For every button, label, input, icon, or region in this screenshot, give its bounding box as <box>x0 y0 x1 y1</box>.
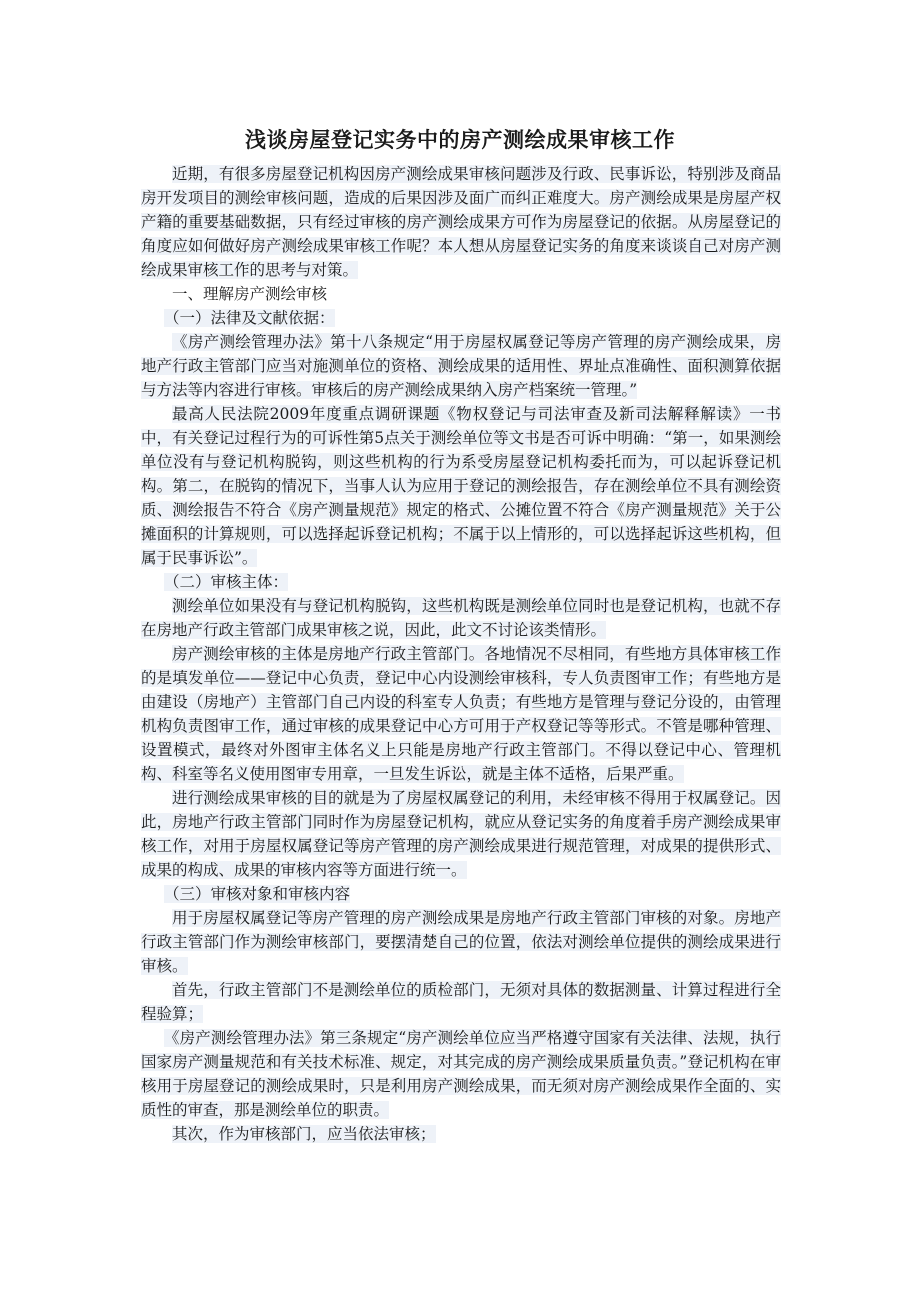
paragraph-text: 《房产测绘管理办法》第三条规定“房产测绘单位应当严格遵守国家有关法律、法规，执行国家房产测量规范和有关技术标准、规定，对其完成的房产测绘成果质量负责。”登记机构在审核用于房屋登记的测绘成果时，只是利用房产测绘成果，而无须对房产测绘成果作全面的、实质性的审查，那是测绘单位的职责。 <box>141 1029 781 1119</box>
paragraph-text: 最高人民法院2009年度重点调研课题《物权登记与司法审查及新司法解释解读》一书中，有关登记过程行为的可诉性第5点关于测绘单位等文书是否可诉中明确：“第一，如果测绘单位没有与登记机构脱钩，则这些机构的行为系受房屋登记机构委托而为，可以起诉登记机构。第二，在脱钩的情况下，当事人认为应用于登记的测绘报告，存在测绘单位不具有测绘资质、测绘报告不符合《房产测量规范》规定的格式、公摊位置不符合《房产测量规范》关于公摊面积的计算规则，可以选择起诉登记机构；不属于以上情形的，可以选择起诉这些机构，但属于民事诉讼”。 <box>141 405 781 567</box>
subsection-heading-text: （一）法律及文献依据： <box>164 309 335 327</box>
paragraph-text: 《房产测绘管理办法》第十八条规定“用于房屋权属登记等房产管理的房产测绘成果，房地产行政主管部门应当对施测单位的资格、测绘成果的适用性、界址点准确性、面积测算依据与方法等内容进行审核。审核后的房产测绘成果纳入房产档案统一管理。” <box>141 333 781 399</box>
subsection-heading <box>141 882 781 906</box>
subsection-heading <box>141 306 781 330</box>
paragraph-text: 房产测绘审核的主体是房地产行政主管部门。各地情况不尽相同，有些地方具体审核工作的是填发单位——登记中心负责，登记中心内设测绘审核科，专人负责图审工作；有些地方是由建设（房地产）主管部门自己内设的科室专人负责；有些地方是管理与登记分设的，由管理机构负责图审工作，通过审核的成果登记中心方可用于产权登记等等形式。不管是哪种管理、设置模式，最终对外图审主体名义上只能是房地产行政主管部门。不得以登记中心、管理机构、科室等名义使用图审专用章，一旦发生诉讼，就是主体不适格，后果严重。 <box>141 645 781 783</box>
paragraph-text: 进行测绘成果审核的目的就是为了房屋权属登记的利用，未经审核不得用于权属登记。因此，房地产行政主管部门同时作为房屋登记机构，就应从登记实务的角度着手房产测绘成果审核工作，对用于房屋权属登记等房产管理的房产测绘成果进行规范管理，对成果的提供形式、成果的构成、成果的审核内容等方面进行统一。 <box>141 789 781 879</box>
paragraph <box>141 402 781 570</box>
subsection-heading-text: （二）审核主体： <box>164 573 289 591</box>
section-heading-text: 一、理解房产测绘审核 <box>172 285 328 303</box>
paragraph <box>141 330 781 402</box>
paragraph <box>141 1122 781 1146</box>
paragraph <box>141 162 781 282</box>
paragraph <box>141 978 781 1026</box>
paragraph <box>141 594 781 642</box>
paragraph-text: 其次，作为审核部门，应当依法审核； <box>172 1125 436 1143</box>
paragraph-text: 用于房屋权属登记等房产管理的房产测绘成果是房地产行政主管部门审核的对象。房地产行政主管部门作为测绘审核部门，要摆清楚自己的位置，依法对测绘单位提供的测绘成果进行审核。 <box>141 909 781 975</box>
paragraph-text: 近期，有很多房屋登记机构因房产测绘成果审核问题涉及行政、民事诉讼，特别涉及商品房开发项目的测绘审核问题，造成的后果因涉及面广而纠正难度大。房产测绘成果是房屋产权产籍的重要基础数据，只有经过审核的房产测绘成果方可作为房屋登记的依据。从房屋登记的角度应如何做好房产测绘成果审核工作呢？本人想从房屋登记实务的角度来谈谈自己对房产测绘成果审核工作的思考与对策。 <box>141 165 781 279</box>
paragraph-text: 测绘单位如果没有与登记机构脱钩，这些机构既是测绘单位同时也是登记机构，也就不存在房地产行政主管部门成果审核之说，因此，此文不讨论该类情形。 <box>141 597 781 639</box>
paragraph <box>141 786 781 882</box>
paragraph <box>141 642 781 786</box>
document-body <box>141 162 781 1146</box>
section-heading <box>141 282 781 306</box>
page-title: 浅谈房屋登记实务中的房产测绘成果审核工作 <box>245 127 675 152</box>
subsection-heading-text: （三）审核对象和审核内容 <box>164 885 351 903</box>
paragraph-text: 首先，行政主管部门不是测绘单位的质检部门，无须对具体的数据测量、计算过程进行全程验算； <box>141 981 781 1023</box>
paragraph <box>141 906 781 978</box>
subsection-heading <box>141 570 781 594</box>
paragraph <box>141 1026 781 1122</box>
